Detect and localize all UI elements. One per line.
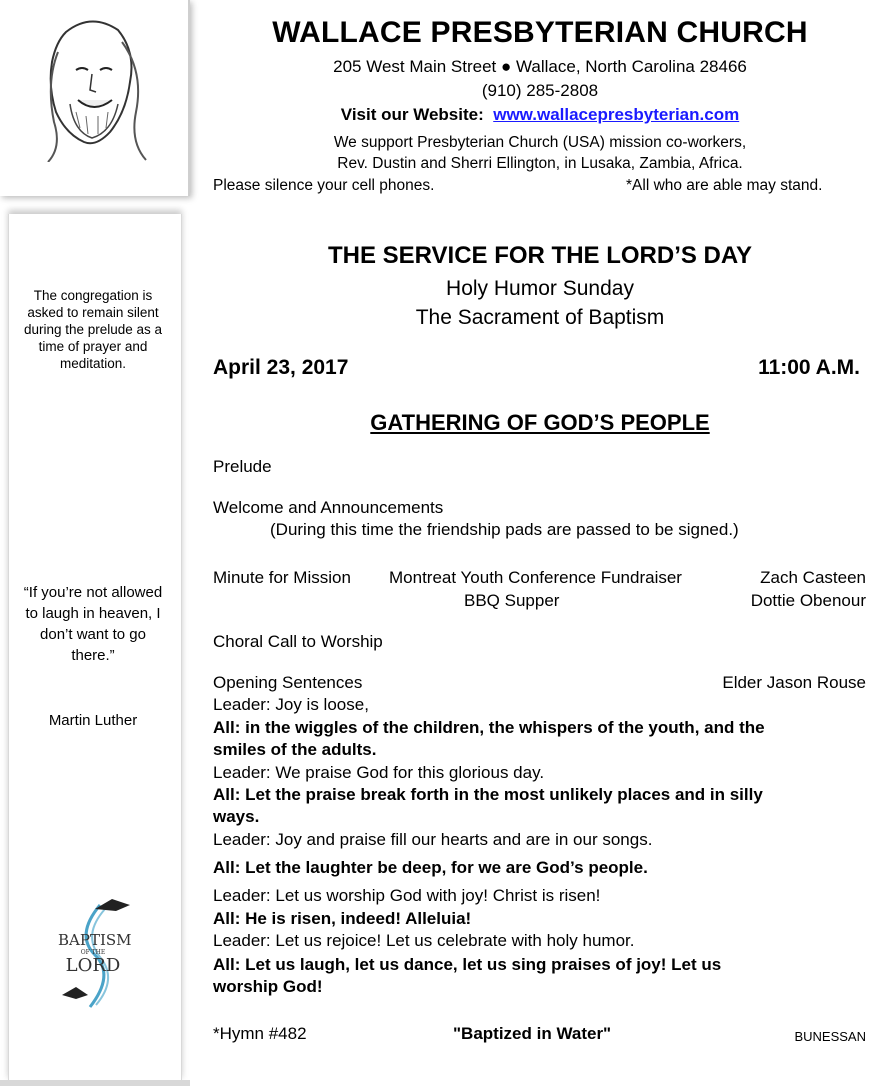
sidebar-portrait-frame: [0, 0, 190, 196]
all-line-3: All: Let the laughter be deep, for we are God’s people.: [213, 858, 648, 877]
minute-item-1: Montreat Youth Conference Fundraiser: [389, 568, 682, 587]
welcome: Welcome and Announcements: [213, 498, 444, 517]
jesus-portrait-illustration: [26, 12, 156, 162]
church-address: 205 West Main Street ● Wallace, North Carolina 28466: [333, 57, 747, 76]
hymn-tune: BUNESSAN: [794, 1029, 866, 1044]
sidebar-bottom-rule: [0, 1080, 190, 1086]
all-line-5b: worship God!: [213, 977, 323, 996]
all-line-1a: All: in the wiggles of the children, the whispers of the youth, and the: [213, 718, 765, 737]
leader-line-2: Leader: We praise God for this glorious day.: [213, 763, 545, 782]
all-line-2b: ways.: [213, 807, 260, 826]
mission-line-1: We support Presbyterian Church (USA) mission co-workers,: [333, 134, 747, 151]
baptism-of-the-lord-logo: [40, 895, 150, 1015]
website-link[interactable]: www.wallacepresbyterian.com: [493, 105, 740, 124]
stand-note: *All who are able may stand.: [626, 177, 823, 194]
choral-call: Choral Call to Worship: [213, 632, 383, 651]
leader-line-4: Leader: Let us worship God with joy! Christ is risen!: [213, 886, 601, 905]
all-line-4: All: He is risen, indeed! Alleluia!: [213, 909, 472, 928]
all-line-5a: All: Let us laugh, let us dance, let us sing praises of joy! Let us: [213, 955, 722, 974]
church-name: WALLACE PRESBYTERIAN CHURCH: [272, 16, 808, 49]
mission-line-2: Rev. Dustin and Sherri Ellington, in Lusaka, Zambia, Africa.: [337, 155, 743, 172]
prelude-note: The congregation is asked to remain silent during the prelude as a time of prayer and meditation.: [23, 288, 163, 371]
service-title: THE SERVICE FOR THE LORD’S DAY: [327, 242, 753, 269]
minute-person-1: Zach Casteen: [760, 568, 866, 587]
hymn-title: "Baptized in Water": [453, 1024, 612, 1043]
website-line: [200, 104, 880, 126]
logo-text-bottom: LORD: [65, 955, 121, 976]
service-time: 11:00 A.M.: [758, 356, 860, 379]
service-subtitle-2: The Sacrament of Baptism: [415, 306, 665, 329]
hymn-row: [213, 1023, 866, 1045]
website-label: Visit our Website:: [340, 105, 484, 124]
minute-item-2: BBQ Supper: [464, 591, 560, 610]
leader-line-1: Leader: Joy is loose,: [213, 695, 369, 714]
all-line-2a: All: Let the praise break forth in the most unlikely places and in silly: [213, 785, 763, 804]
leader-line-5: Leader: Let us rejoice! Let us celebrate with holy humor.: [213, 931, 635, 950]
opening-sentences-row: [213, 672, 866, 694]
leader-line-3: Leader: Joy and praise fill our hearts and are in our songs.: [213, 830, 653, 849]
section-heading: GATHERING OF GOD’S PEOPLE: [370, 410, 710, 435]
minute-label: Minute for Mission: [213, 568, 351, 587]
service-subtitle-1: Holy Humor Sunday: [446, 277, 634, 300]
humor-quote: “If you’re not allowed to laugh in heaven, I don’t want to go there.”: [23, 584, 163, 664]
welcome-note: (During this time the friendship pads are passed to be signed.): [270, 520, 739, 539]
service-date: April 23, 2017: [213, 356, 349, 379]
logo-text-top: BAPTISM: [58, 931, 132, 949]
minute-for-mission-row: [213, 567, 866, 589]
opening-leader: Elder Jason Rouse: [722, 673, 866, 692]
opening-label: Opening Sentences: [213, 673, 363, 692]
logo-text-mid: OF THE: [80, 949, 106, 956]
date-time-line: [213, 356, 860, 380]
prelude: Prelude: [213, 457, 272, 476]
minute-person-2: Dottie Obenour: [750, 591, 866, 610]
church-phone: (910) 285-2808: [481, 81, 599, 100]
quote-author: Martin Luther: [48, 712, 138, 729]
all-line-1b: smiles of the adults.: [213, 740, 377, 759]
hymn-label: *Hymn #482: [213, 1024, 307, 1043]
silence-note: Please silence your cell phones.: [213, 177, 435, 194]
